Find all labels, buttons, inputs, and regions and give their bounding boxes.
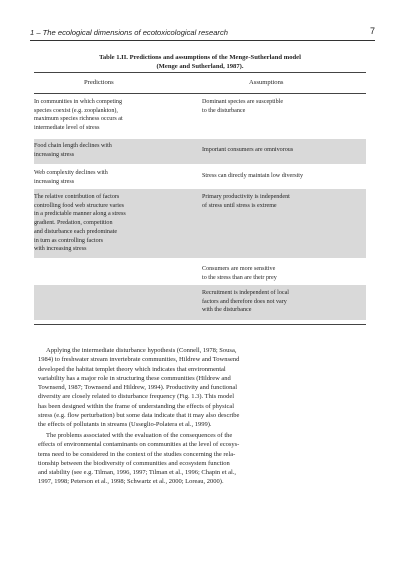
- cell-line: Food chain length declines with: [34, 143, 112, 149]
- cell-line: species coexist (e.g. zooplankton),: [34, 107, 118, 114]
- prediction-cell: [34, 98, 189, 133]
- assumption-cell: [202, 98, 362, 115]
- cell-line: Primary productivity is independent: [202, 194, 290, 200]
- cell-line: In communities in which competing: [34, 99, 123, 105]
- text-line: and stability (see e.g. Tilman, 1996, 1997; Tilman et al., 1996; Chapin et al.,: [38, 469, 237, 477]
- cell-line: Dominant species are susceptible: [202, 99, 284, 105]
- cell-line: Web complexity declines with: [34, 170, 108, 176]
- text-line: The problems associated with the evaluation of the consequences of the: [46, 432, 233, 439]
- cell-line: Consumers are more sensitive: [202, 266, 276, 272]
- cell-line: Recruitment is independent of local: [202, 290, 289, 296]
- cell-line: with the disturbance: [202, 307, 252, 314]
- text-line: tems need to be considered in the context of the studies concerning the rela-: [38, 450, 236, 458]
- table-caption: [34, 53, 366, 71]
- text-line: 1984) to freshwater stream invertebrate communities, Hildrew and Townsend: [38, 356, 240, 364]
- text-line: stress (e.g. flow perturbation) but some data indicate that it may also describe: [38, 412, 240, 420]
- cell-line: Stress can directly maintain low diversity: [202, 173, 304, 179]
- table-caption-line: Table 1.II. Predictions and assumptions of the Menge-Sutherland model: [99, 54, 301, 61]
- assumption-cell: [202, 289, 362, 315]
- cell-line: with increasing stress: [34, 246, 87, 253]
- paragraph: [38, 346, 363, 430]
- cell-line: maximum species richness occurs at: [34, 116, 123, 123]
- table-row: [34, 258, 366, 285]
- text-line: effects of environmental contaminants on communities at the level of ecosys-: [38, 441, 240, 449]
- cell-line: Important consumers are omnivorous: [202, 147, 294, 153]
- assumption-cell: [202, 146, 362, 155]
- cell-line: and disturbance each predominate: [34, 228, 118, 235]
- text-line: Applying the intermediate disturbance hypothesis (Connell, 1978; Sousa,: [46, 347, 237, 354]
- page-number: 7: [369, 26, 375, 36]
- table-row: [34, 139, 366, 164]
- cell-line: The relative contribution of factors: [34, 194, 120, 200]
- assumption-cell: [202, 193, 362, 210]
- text-line: variability has a major role in structuring these communities (Hildrew and: [38, 374, 231, 382]
- running-head-title: 1 – The ecological dimensions of ecotoxicological research: [30, 28, 228, 37]
- table-row: [34, 94, 366, 139]
- cell-line: increasing stress: [34, 151, 75, 158]
- cell-line: to the stress than are their prey: [202, 274, 277, 281]
- cell-line: controlling food web structure varies: [34, 202, 125, 209]
- predictions-assumptions-table: [34, 72, 366, 320]
- table-caption-line: (Menge and Sutherland, 1987).: [156, 63, 244, 70]
- assumption-cell: [202, 172, 362, 181]
- header-assumptions: Assumptions: [249, 79, 284, 86]
- table-row: [34, 285, 366, 320]
- cell-line: factors and therefore does not vary: [202, 298, 287, 305]
- assumption-cell: [202, 265, 362, 282]
- text-line: developed the habitat templet theory which indicates that environmental: [38, 365, 226, 373]
- cell-line: gradient. Predation, competition: [34, 220, 113, 227]
- text-line: the effects of pollutants in streams (Usseglio-Polatera et al., 1999).: [38, 421, 212, 429]
- header-predictions: Predictions: [84, 79, 114, 86]
- text-line: 1997, 1998; Peterson et al., 1998; Schwartz et al., 2000; Loreau, 2000).: [38, 478, 224, 486]
- cell-line: intermediate level of stress: [34, 125, 100, 132]
- text-line: Townsend, 1987; Townsend and Hildrew, 1994). Productivity and functional: [38, 384, 238, 392]
- running-head: [30, 26, 375, 40]
- text-line: tionship between the biodiversity of communities and ecosystem function: [38, 459, 230, 467]
- table-row: [34, 164, 366, 189]
- text-line: diversity are closely related to disturbance frequency (Fig. 1.3). This model: [38, 393, 235, 401]
- table-row: [34, 189, 366, 258]
- cell-line: to the disturbance: [202, 107, 246, 114]
- cell-line: in turn as controlling factors: [34, 237, 104, 244]
- cell-line: in a predictable manner along a stress: [34, 211, 126, 218]
- cell-line: increasing stress: [34, 178, 75, 185]
- table-bottom-rule: [34, 324, 366, 325]
- header-rule: [30, 40, 375, 41]
- prediction-cell: [34, 142, 189, 159]
- cell-line: of stress until stress is extreme: [202, 202, 277, 209]
- table-header: [34, 72, 366, 94]
- prediction-cell: [34, 193, 189, 254]
- prediction-cell: [34, 169, 189, 186]
- text-line: has been designed within the frame of understanding the effects of physical: [38, 402, 235, 410]
- paragraph: [38, 431, 363, 487]
